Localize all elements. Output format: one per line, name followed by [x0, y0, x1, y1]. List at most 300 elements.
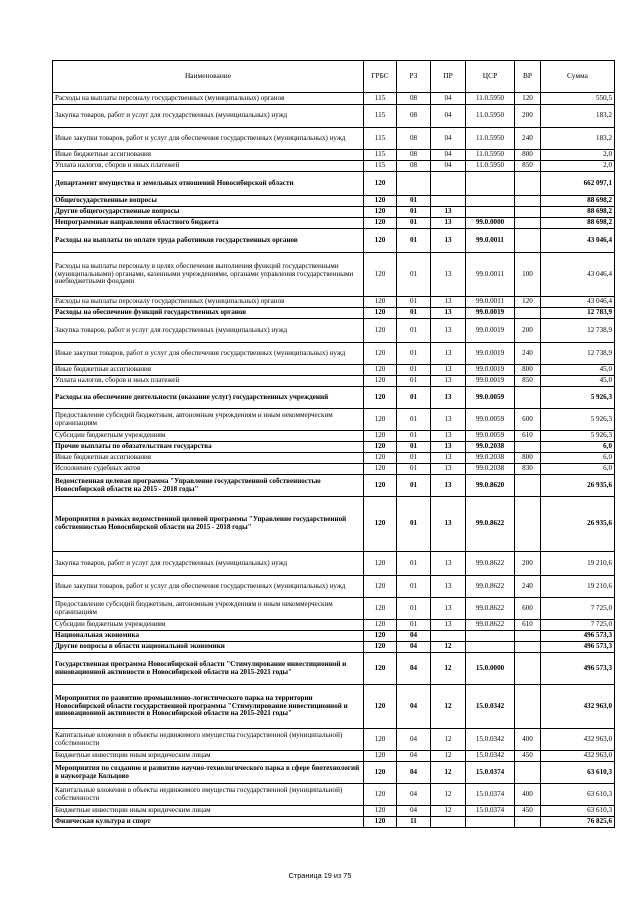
table-row	[53, 497, 615, 552]
table-row	[53, 762, 615, 784]
table-body	[53, 93, 615, 828]
table-row	[53, 319, 615, 343]
cell-grbs: 120	[364, 172, 397, 196]
cell-name: Физическая культура и спорт	[53, 817, 364, 828]
cell-pr: 13	[431, 308, 466, 319]
cell-grbs: 120	[364, 817, 397, 828]
cell-vr: 600	[515, 409, 541, 431]
cell-vr: 830	[515, 464, 541, 475]
cell-grbs: 120	[364, 631, 397, 642]
cell-rz: 01	[397, 253, 431, 297]
cell-rz: 01	[397, 218, 431, 229]
cell-csr: 15.0.0000	[466, 653, 515, 685]
cell-sum: 63 610,3	[541, 806, 615, 817]
cell-pr: 13	[431, 229, 466, 253]
table-row	[53, 387, 615, 409]
table-row	[53, 453, 615, 464]
cell-csr: 15.0.0374	[466, 784, 515, 806]
cell-grbs: 120	[364, 806, 397, 817]
cell-name: Предоставление субсидий бюджетным, автономным учреждениям и иным некоммерческим организациям	[53, 409, 364, 431]
cell-rz: 01	[397, 409, 431, 431]
cell-sum: 12 738,9	[541, 319, 615, 343]
cell-grbs: 115	[364, 93, 397, 105]
cell-vr: 200	[515, 319, 541, 343]
table-row	[53, 196, 615, 207]
cell-sum: 183,2	[541, 128, 615, 150]
cell-name: Расходы на выплаты по оплате труда работников государственных органов	[53, 229, 364, 253]
cell-rz: 04	[397, 631, 431, 642]
cell-csr: 99.0.0000	[466, 218, 515, 229]
cell-name: Закупка товаров, работ и услуг для государственных (муниципальных) нужд	[53, 105, 364, 128]
header-sum: Сумма	[541, 61, 615, 93]
cell-name: Мероприятия по развитию промышленно-логистического парка на территории Новосибирской области государственной программы "Стимулирование инвестиционной и инновационной активности в Новосибирской области на 2015-2021 годы"	[53, 685, 364, 729]
cell-vr	[515, 172, 541, 196]
table-row	[53, 207, 615, 218]
cell-csr: 11.0.5950	[466, 161, 515, 172]
cell-name: Прочие выплаты по обязательствам государства	[53, 442, 364, 453]
cell-sum: 88 698,2	[541, 218, 615, 229]
cell-rz: 04	[397, 653, 431, 685]
cell-csr: 99.0.0019	[466, 376, 515, 387]
cell-grbs: 120	[364, 343, 397, 365]
cell-pr: 13	[431, 598, 466, 620]
table-row	[53, 128, 615, 150]
table-row	[53, 620, 615, 631]
cell-vr: 120	[515, 93, 541, 105]
table-row	[53, 464, 615, 475]
cell-pr: 12	[431, 806, 466, 817]
cell-rz: 04	[397, 685, 431, 729]
cell-grbs: 120	[364, 207, 397, 218]
cell-csr: 11.0.5950	[466, 150, 515, 161]
table-row	[53, 729, 615, 751]
cell-name: Непрограммные направления областного бюджета	[53, 218, 364, 229]
cell-grbs: 115	[364, 128, 397, 150]
cell-csr	[466, 642, 515, 653]
table-row	[53, 475, 615, 497]
cell-csr: 15.0.0342	[466, 729, 515, 751]
cell-rz: 01	[397, 552, 431, 576]
cell-rz: 01	[397, 376, 431, 387]
cell-pr: 12	[431, 642, 466, 653]
cell-vr: 200	[515, 552, 541, 576]
cell-sum: 5 926,3	[541, 387, 615, 409]
cell-name: Иные закупки товаров, работ и услуг для обеспечения государственных (муниципальных) нужд	[53, 576, 364, 598]
cell-grbs: 120	[364, 762, 397, 784]
cell-csr: 99.0.0019	[466, 308, 515, 319]
cell-name: Другие вопросы в области национальной экономики	[53, 642, 364, 653]
cell-grbs: 120	[364, 464, 397, 475]
cell-sum: 550,5	[541, 93, 615, 105]
cell-pr: 13	[431, 343, 466, 365]
cell-pr: 13	[431, 464, 466, 475]
cell-pr: 13	[431, 552, 466, 576]
cell-name: Мероприятия по созданию и развитию научно-технологического парка в сфере биотехнологий в наукограде Кольцово	[53, 762, 364, 784]
cell-pr: 04	[431, 150, 466, 161]
cell-csr: 99.0.8622	[466, 598, 515, 620]
cell-rz: 01	[397, 365, 431, 376]
table-row	[53, 308, 615, 319]
cell-name: Департамент имущества и земельных отношений Новосибирской области	[53, 172, 364, 196]
cell-sum: 496 573,3	[541, 631, 615, 642]
cell-sum: 183,2	[541, 105, 615, 128]
cell-name: Расходы на обеспечение функций государственных органов	[53, 308, 364, 319]
cell-vr: 610	[515, 431, 541, 442]
cell-grbs: 120	[364, 196, 397, 207]
cell-sum: 496 573,3	[541, 653, 615, 685]
cell-grbs: 120	[364, 598, 397, 620]
table-row	[53, 365, 615, 376]
cell-csr: 99.0.0059	[466, 431, 515, 442]
cell-vr	[515, 475, 541, 497]
cell-vr	[515, 685, 541, 729]
table-row	[53, 442, 615, 453]
cell-rz: 01	[397, 464, 431, 475]
table-row	[53, 93, 615, 105]
cell-vr: 600	[515, 598, 541, 620]
cell-vr	[515, 229, 541, 253]
cell-pr: 13	[431, 253, 466, 297]
cell-sum: 6,0	[541, 453, 615, 464]
cell-grbs: 120	[364, 642, 397, 653]
cell-sum: 43 046,4	[541, 297, 615, 308]
cell-sum: 432 963,0	[541, 685, 615, 729]
cell-name: Расходы на выплаты персоналу государственных (муниципальных) органов	[53, 93, 364, 105]
table-header-row	[53, 61, 615, 93]
cell-rz: 01	[397, 343, 431, 365]
cell-csr: 15.0.0342	[466, 751, 515, 762]
cell-vr	[515, 442, 541, 453]
cell-rz: 01	[397, 196, 431, 207]
cell-sum: 432 963,0	[541, 751, 615, 762]
cell-csr: 11.0.5950	[466, 128, 515, 150]
table-row	[53, 218, 615, 229]
cell-name: Предоставление субсидий бюджетным, автономным учреждениям и иным некоммерческим организациям	[53, 598, 364, 620]
cell-vr: 400	[515, 729, 541, 751]
cell-grbs: 115	[364, 150, 397, 161]
cell-sum: 88 698,2	[541, 207, 615, 218]
cell-sum: 26 935,6	[541, 475, 615, 497]
cell-rz: 01	[397, 497, 431, 552]
cell-pr	[431, 817, 466, 828]
cell-pr: 13	[431, 453, 466, 464]
cell-csr: 99.0.0011	[466, 297, 515, 308]
cell-csr	[466, 817, 515, 828]
cell-grbs: 120	[364, 387, 397, 409]
cell-pr: 13	[431, 365, 466, 376]
cell-grbs: 120	[364, 376, 397, 387]
cell-name: Расходы на выплаты персоналу государственных (муниципальных) органов	[53, 297, 364, 308]
cell-pr: 13	[431, 387, 466, 409]
cell-pr: 04	[431, 128, 466, 150]
cell-vr	[515, 196, 541, 207]
table-row	[53, 751, 615, 762]
cell-sum: 662 097,1	[541, 172, 615, 196]
cell-name: Бюджетные инвестиции иным юридическим лицам	[53, 751, 364, 762]
cell-rz: 04	[397, 729, 431, 751]
cell-sum: 6,0	[541, 464, 615, 475]
cell-pr: 13	[431, 620, 466, 631]
cell-pr: 12	[431, 685, 466, 729]
cell-rz: 01	[397, 431, 431, 442]
cell-pr: 13	[431, 207, 466, 218]
table-row	[53, 653, 615, 685]
cell-rz: 01	[397, 308, 431, 319]
cell-vr: 120	[515, 297, 541, 308]
cell-rz: 01	[397, 453, 431, 464]
cell-name: Капитальные вложения в объекты недвижимого имущества государственной (муниципальной) собственности	[53, 729, 364, 751]
budget-table	[52, 60, 615, 828]
cell-rz: 01	[397, 475, 431, 497]
header-pr: ПР	[431, 61, 466, 93]
cell-grbs: 120	[364, 431, 397, 442]
cell-rz: 01	[397, 229, 431, 253]
cell-vr	[515, 308, 541, 319]
table-row	[53, 642, 615, 653]
cell-vr	[515, 497, 541, 552]
cell-sum: 88 698,2	[541, 196, 615, 207]
cell-name: Другие общегосударственные вопросы	[53, 207, 364, 218]
table-row	[53, 784, 615, 806]
cell-grbs: 120	[364, 685, 397, 729]
cell-vr	[515, 387, 541, 409]
cell-vr: 850	[515, 376, 541, 387]
cell-vr	[515, 218, 541, 229]
table-row	[53, 409, 615, 431]
cell-rz: 01	[397, 387, 431, 409]
cell-name: Уплата налогов, сборов и иных платежей	[53, 376, 364, 387]
cell-pr	[431, 172, 466, 196]
cell-csr: 11.0.5950	[466, 105, 515, 128]
cell-csr: 11.0.5950	[466, 93, 515, 105]
cell-rz: 01	[397, 598, 431, 620]
cell-grbs: 120	[364, 576, 397, 598]
cell-name: Ведомственная целевая программа "Управление государственной собственностью Новосибирской области на 2015 - 2018 годы"	[53, 475, 364, 497]
cell-name: Капитальные вложения в объекты недвижимого имущества государственной (муниципальной) собственности	[53, 784, 364, 806]
header-name: Наименование	[53, 61, 364, 93]
cell-sum: 5 926,3	[541, 431, 615, 442]
cell-rz: 08	[397, 105, 431, 128]
cell-csr: 99.0.0011	[466, 229, 515, 253]
table-row	[53, 161, 615, 172]
cell-csr: 15.0.0374	[466, 762, 515, 784]
cell-vr: 800	[515, 365, 541, 376]
cell-pr: 12	[431, 762, 466, 784]
cell-sum: 43 046,4	[541, 253, 615, 297]
cell-csr: 99.0.0019	[466, 319, 515, 343]
cell-vr: 800	[515, 150, 541, 161]
cell-pr: 12	[431, 729, 466, 751]
cell-name: Иные бюджетные ассигнования	[53, 453, 364, 464]
cell-sum: 26 935,6	[541, 497, 615, 552]
cell-csr: 99.0.2038	[466, 464, 515, 475]
table-row	[53, 172, 615, 196]
cell-vr	[515, 631, 541, 642]
cell-grbs: 120	[364, 453, 397, 464]
header-vr: ВР	[515, 61, 541, 93]
cell-rz: 04	[397, 806, 431, 817]
cell-pr: 13	[431, 442, 466, 453]
cell-grbs: 120	[364, 620, 397, 631]
cell-name: Закупка товаров, работ и услуг для государственных (муниципальных) нужд	[53, 319, 364, 343]
cell-grbs: 120	[364, 442, 397, 453]
cell-rz: 08	[397, 93, 431, 105]
cell-vr	[515, 762, 541, 784]
cell-name: Иные бюджетные ассигнования	[53, 150, 364, 161]
cell-pr	[431, 631, 466, 642]
cell-pr: 13	[431, 497, 466, 552]
cell-csr: 99.0.0059	[466, 409, 515, 431]
cell-csr: 15.0.0342	[466, 685, 515, 729]
cell-pr: 13	[431, 319, 466, 343]
cell-name: Закупка товаров, работ и услуг для государственных (муниципальных) нужд	[53, 552, 364, 576]
cell-csr: 99.0.2038	[466, 453, 515, 464]
header-grbs: ГРБС	[364, 61, 397, 93]
cell-csr	[466, 196, 515, 207]
cell-sum: 63 610,3	[541, 784, 615, 806]
cell-name: Государственная программа Новосибирской области "Стимулирование инвестиционной и инновационной активности в Новосибирской области на 2015-2021 годы"	[53, 653, 364, 685]
cell-sum: 496 573,3	[541, 642, 615, 653]
cell-csr: 99.0.0059	[466, 387, 515, 409]
cell-grbs: 115	[364, 161, 397, 172]
cell-csr: 99.0.0019	[466, 365, 515, 376]
cell-vr: 240	[515, 128, 541, 150]
table-row	[53, 576, 615, 598]
cell-rz: 04	[397, 762, 431, 784]
cell-name: Национальная экономика	[53, 631, 364, 642]
table-row	[53, 229, 615, 253]
cell-pr: 13	[431, 218, 466, 229]
cell-pr: 04	[431, 161, 466, 172]
cell-vr: 800	[515, 453, 541, 464]
cell-csr: 99.0.0019	[466, 343, 515, 365]
table-row	[53, 150, 615, 161]
cell-grbs: 115	[364, 105, 397, 128]
cell-csr: 99.0.8622	[466, 620, 515, 631]
cell-sum: 63 610,3	[541, 762, 615, 784]
cell-pr: 12	[431, 751, 466, 762]
header-rz: РЗ	[397, 61, 431, 93]
cell-csr: 99.0.8622	[466, 497, 515, 552]
cell-rz: 08	[397, 161, 431, 172]
cell-grbs: 120	[364, 365, 397, 376]
cell-name: Иные закупки товаров, работ и услуг для обеспечения государственных (муниципальных) нужд	[53, 343, 364, 365]
cell-csr: 15.0.0374	[466, 806, 515, 817]
cell-grbs: 120	[364, 475, 397, 497]
cell-pr: 04	[431, 93, 466, 105]
cell-vr: 240	[515, 576, 541, 598]
cell-pr: 12	[431, 784, 466, 806]
cell-rz: 01	[397, 207, 431, 218]
cell-vr: 400	[515, 784, 541, 806]
cell-rz: 08	[397, 128, 431, 150]
cell-grbs: 120	[364, 552, 397, 576]
table-row	[53, 253, 615, 297]
cell-sum: 5 926,3	[541, 409, 615, 431]
cell-grbs: 120	[364, 218, 397, 229]
table-row	[53, 817, 615, 828]
cell-csr: 99.0.8622	[466, 552, 515, 576]
cell-rz: 01	[397, 620, 431, 631]
cell-pr: 12	[431, 653, 466, 685]
table-row	[53, 631, 615, 642]
cell-name: Субсидии бюджетным учреждениям	[53, 620, 364, 631]
table-row	[53, 552, 615, 576]
cell-sum: 43 046,4	[541, 229, 615, 253]
cell-grbs: 120	[364, 319, 397, 343]
cell-sum: 12 783,9	[541, 308, 615, 319]
table-row	[53, 806, 615, 817]
cell-grbs: 120	[364, 297, 397, 308]
cell-pr: 13	[431, 409, 466, 431]
table-row	[53, 376, 615, 387]
cell-grbs: 120	[364, 229, 397, 253]
cell-pr	[431, 196, 466, 207]
table-row	[53, 685, 615, 729]
cell-sum: 2,0	[541, 161, 615, 172]
cell-name: Расходы на обеспечение деятельности (оказание услуг) государственных учреждений	[53, 387, 364, 409]
cell-name: Бюджетные инвестиции иным юридическим лицам	[53, 806, 364, 817]
cell-csr	[466, 207, 515, 218]
cell-sum: 12 738,9	[541, 343, 615, 365]
cell-sum: 7 725,0	[541, 598, 615, 620]
table-row	[53, 105, 615, 128]
cell-rz: 04	[397, 784, 431, 806]
cell-rz	[397, 172, 431, 196]
cell-grbs: 120	[364, 751, 397, 762]
cell-name: Уплата налогов, сборов и иных платежей	[53, 161, 364, 172]
table-row	[53, 297, 615, 308]
cell-pr: 13	[431, 431, 466, 442]
cell-csr	[466, 172, 515, 196]
cell-grbs: 120	[364, 653, 397, 685]
cell-name: Иные бюджетные ассигнования	[53, 365, 364, 376]
cell-csr: 99.0.0011	[466, 253, 515, 297]
table-row	[53, 598, 615, 620]
cell-pr: 13	[431, 475, 466, 497]
header-csr: ЦСР	[466, 61, 515, 93]
cell-vr: 450	[515, 806, 541, 817]
cell-grbs: 120	[364, 253, 397, 297]
cell-pr: 13	[431, 576, 466, 598]
cell-name: Иные закупки товаров, работ и услуг для обеспечения государственных (муниципальных) нужд	[53, 128, 364, 150]
cell-sum: 19 210,6	[541, 576, 615, 598]
cell-name: Расходы на выплаты персоналу в целях обеспечения выполнения функций государственными (муниципальными) органами, казенными учреждениями, органами управления государственными внебюджетными фондами	[53, 253, 364, 297]
cell-csr: 99.0.8620	[466, 475, 515, 497]
cell-name: Исполнение судебных актов	[53, 464, 364, 475]
cell-vr: 100	[515, 253, 541, 297]
cell-pr: 04	[431, 105, 466, 128]
cell-grbs: 120	[364, 308, 397, 319]
cell-rz: 08	[397, 150, 431, 161]
cell-pr: 13	[431, 376, 466, 387]
page-number: Страница 19 из 75	[288, 871, 352, 880]
cell-sum: 45,0	[541, 365, 615, 376]
cell-sum: 7 725,0	[541, 620, 615, 631]
cell-vr	[515, 207, 541, 218]
cell-grbs: 120	[364, 729, 397, 751]
cell-vr: 610	[515, 620, 541, 631]
cell-rz: 01	[397, 319, 431, 343]
cell-sum: 45,0	[541, 376, 615, 387]
cell-sum: 76 825,6	[541, 817, 615, 828]
cell-vr	[515, 653, 541, 685]
cell-vr: 450	[515, 751, 541, 762]
cell-sum: 19 210,6	[541, 552, 615, 576]
cell-vr	[515, 817, 541, 828]
cell-sum: 2,0	[541, 150, 615, 161]
cell-vr: 850	[515, 161, 541, 172]
